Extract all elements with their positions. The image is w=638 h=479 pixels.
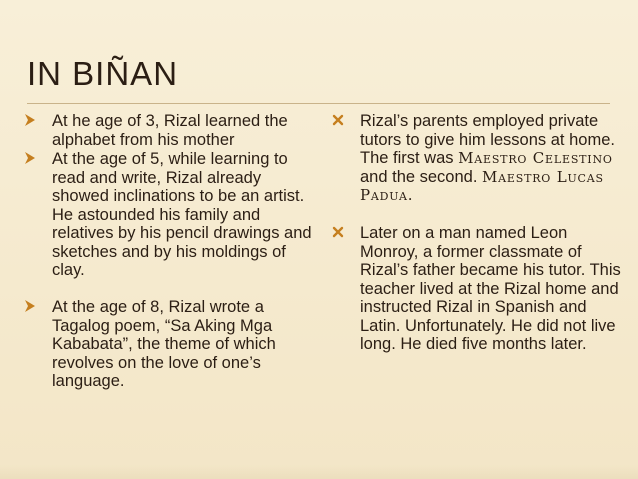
arrowhead-icon (24, 113, 40, 129)
cross-icon (332, 113, 348, 129)
arrowhead-icon (24, 151, 40, 167)
list-item (22, 150, 322, 298)
slide-title: IN BIÑAN (27, 55, 179, 92)
arrowhead-icon (24, 299, 40, 315)
right-column (330, 112, 630, 354)
title-divider (27, 103, 610, 104)
list-item (22, 112, 322, 150)
bullet-text: At the age of 8, Rizal wrote a Tagalog poem, “Sa Aking Mga Kababata”, the theme of which revolves on the love of one’s language. (52, 298, 276, 390)
cross-icon (332, 225, 348, 241)
list-item (22, 298, 322, 391)
bullet-text-b: and the second. (360, 167, 483, 186)
bullet-text-a: Rizal’s parents employed private tutors to give him lessons at home. The first was (360, 112, 615, 167)
list-item (330, 224, 630, 354)
tutor-name-2: Maestro Lucas Padua. (360, 167, 604, 204)
bullet-text: Later on a man named Leon Monroy, a former classmate of Rizal’s father became his tutor. This teacher lived at the Rizal home and instructed Rizal in Spanish and Latin. Unfortunately. He did not live long. He died five months later. (360, 224, 621, 353)
tutor-name-1: Maestro Celestino (458, 149, 613, 167)
bullet-text: At the age of 5, while learning to read and write, Rizal already showed inclinations to be an artist. He astounded his family and relatives by his pencil drawings and sketches and by his moldings of clay. (52, 150, 312, 279)
footer-shadow (0, 465, 638, 479)
left-column (22, 112, 322, 391)
list-item (330, 112, 630, 224)
bullet-text: At he age of 3, Rizal learned the alphabet from his mother (52, 112, 288, 149)
